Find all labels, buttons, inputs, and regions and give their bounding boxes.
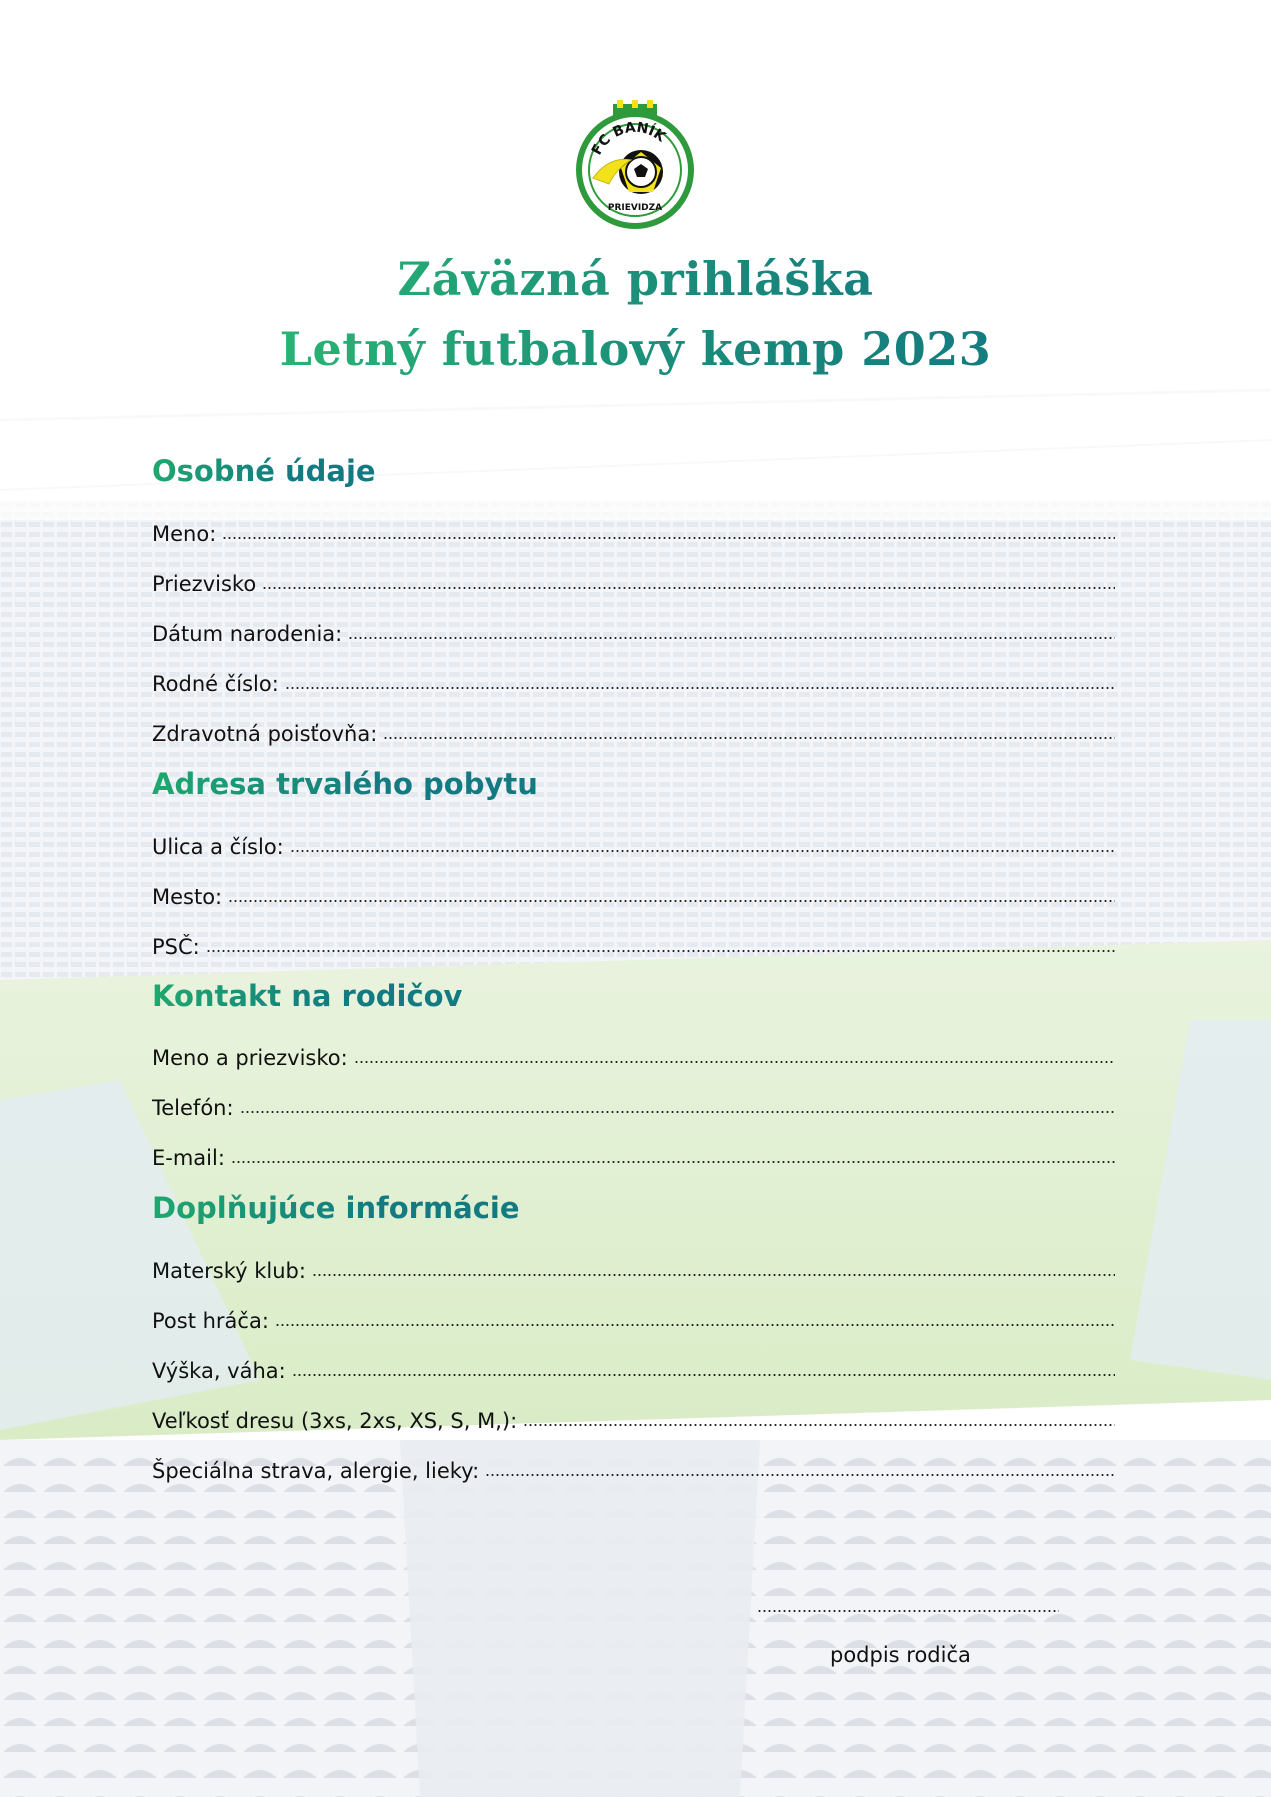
- dotted-fill-line[interactable]: [485, 1474, 1115, 1476]
- field-label: Výška, váha:: [152, 1359, 286, 1383]
- club-crest-logo: [575, 98, 695, 230]
- dotted-fill-line[interactable]: [262, 587, 1115, 589]
- field-last-name[interactable]: [152, 566, 1115, 596]
- field-label: Rodné číslo:: [152, 672, 279, 696]
- field-label: Zdravotná poisťovňa:: [152, 722, 378, 746]
- field-label: Veľkosť dresu (3xs, 2xs, XS, S, M,):: [152, 1409, 518, 1433]
- field-player-position[interactable]: [152, 1303, 1115, 1333]
- dotted-fill-line[interactable]: [290, 850, 1115, 852]
- form-title: Záväzná prihláška: [0, 252, 1271, 306]
- field-label: Špeciálna strava, alergie, lieky:: [152, 1459, 480, 1483]
- dotted-fill-line[interactable]: [354, 1061, 1115, 1063]
- crest-text-top: FC BANÍK: [588, 119, 669, 158]
- dotted-fill-line[interactable]: [285, 687, 1115, 689]
- dotted-fill-line[interactable]: [523, 1424, 1115, 1426]
- section-heading-additional-info: Doplňujúce informácie: [152, 1191, 520, 1225]
- field-city[interactable]: [152, 879, 1115, 909]
- field-email[interactable]: [152, 1140, 1115, 1170]
- field-birth-number[interactable]: [152, 666, 1115, 696]
- field-jersey-size[interactable]: [152, 1403, 1115, 1433]
- dotted-fill-line[interactable]: [383, 737, 1115, 739]
- dotted-fill-line[interactable]: [228, 900, 1115, 902]
- section-heading-personal: Osobné údaje: [152, 454, 376, 488]
- dotted-fill-line[interactable]: [206, 950, 1115, 952]
- field-home-club[interactable]: [152, 1253, 1115, 1283]
- dotted-fill-line[interactable]: [348, 637, 1115, 639]
- field-label: Meno a priezvisko:: [152, 1046, 348, 1070]
- dotted-fill-line[interactable]: [292, 1374, 1115, 1376]
- form-subtitle: Letný futbalový kemp 2023: [0, 322, 1271, 376]
- signature-line[interactable]: [757, 1610, 1059, 1612]
- field-postal-code[interactable]: [152, 929, 1115, 959]
- field-height-weight[interactable]: [152, 1353, 1115, 1383]
- field-label: Ulica a číslo:: [152, 835, 284, 859]
- signature-label: podpis rodiča: [830, 1643, 971, 1667]
- field-first-name[interactable]: [152, 516, 1115, 546]
- field-label: Dátum narodenia:: [152, 622, 343, 646]
- dotted-fill-line[interactable]: [275, 1324, 1115, 1326]
- dotted-fill-line[interactable]: [240, 1111, 1115, 1113]
- field-label: Materský klub:: [152, 1259, 306, 1283]
- section-heading-parent-contact: Kontakt na rodičov: [152, 979, 463, 1013]
- field-label: Priezvisko: [152, 572, 257, 596]
- field-birth-date[interactable]: [152, 616, 1115, 646]
- section-heading-address: Adresa trvalého pobytu: [152, 767, 538, 801]
- dotted-fill-line[interactable]: [222, 537, 1115, 539]
- field-parent-name[interactable]: [152, 1040, 1115, 1070]
- crest-text-bottom: PRIEVIDZA: [607, 203, 663, 213]
- field-label: Post hráča:: [152, 1309, 269, 1333]
- field-diet-allergies[interactable]: [152, 1453, 1115, 1483]
- field-label: Meno:: [152, 522, 217, 546]
- field-label: E-mail:: [152, 1146, 225, 1170]
- field-label: Telefón:: [152, 1096, 234, 1120]
- dotted-fill-line[interactable]: [312, 1274, 1115, 1276]
- field-label: Mesto:: [152, 885, 223, 909]
- field-label: PSČ:: [152, 935, 200, 959]
- field-phone[interactable]: [152, 1090, 1115, 1120]
- field-street[interactable]: [152, 829, 1115, 859]
- dotted-fill-line[interactable]: [231, 1161, 1115, 1163]
- field-health-insurance[interactable]: [152, 716, 1115, 746]
